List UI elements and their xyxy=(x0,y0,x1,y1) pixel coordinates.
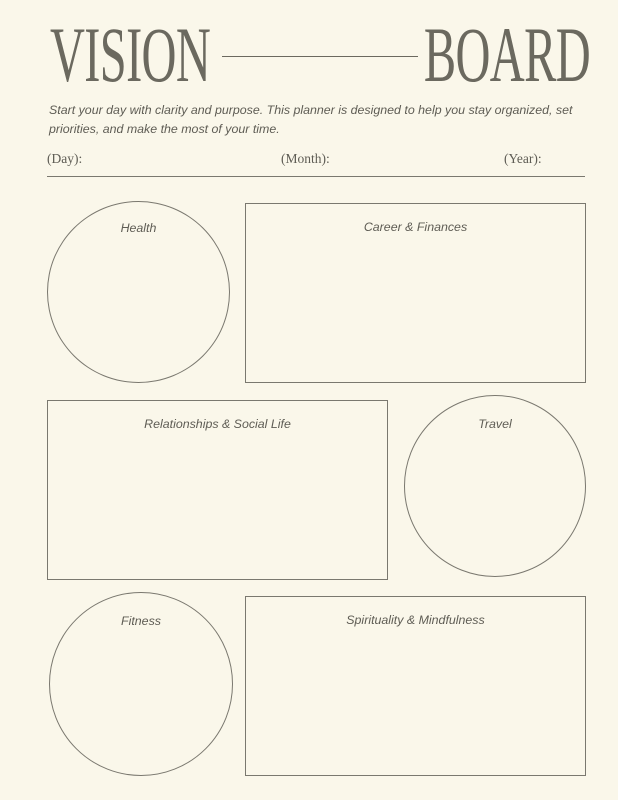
month-field-label[interactable]: (Month): xyxy=(281,151,330,166)
title-divider xyxy=(222,56,418,57)
career-finances-section[interactable] xyxy=(245,203,586,383)
day-field-label[interactable]: (Day): xyxy=(47,151,83,166)
relationships-section[interactable] xyxy=(47,400,388,580)
fitness-section[interactable] xyxy=(49,592,233,776)
health-label: Health xyxy=(120,221,157,235)
intro-text: Start your day with clarity and purpose. This planner is designed to help you stay organized, set priorities, and make the most of your time. xyxy=(49,103,573,136)
fitness-label: Fitness xyxy=(121,614,161,628)
title-vision: VISION xyxy=(50,11,211,98)
career-finances-label: Career & Finances xyxy=(363,220,468,234)
date-underline xyxy=(47,176,585,177)
spirituality-label: Spirituality & Mindfulness xyxy=(346,613,485,627)
spirituality-section[interactable] xyxy=(245,596,586,776)
year-field-label[interactable]: (Year): xyxy=(504,151,542,166)
travel-label: Travel xyxy=(478,417,512,431)
relationships-label: Relationships & Social Life xyxy=(144,417,291,431)
title-board: BOARD xyxy=(423,11,590,98)
travel-section[interactable] xyxy=(404,395,586,577)
health-section[interactable] xyxy=(47,201,230,383)
